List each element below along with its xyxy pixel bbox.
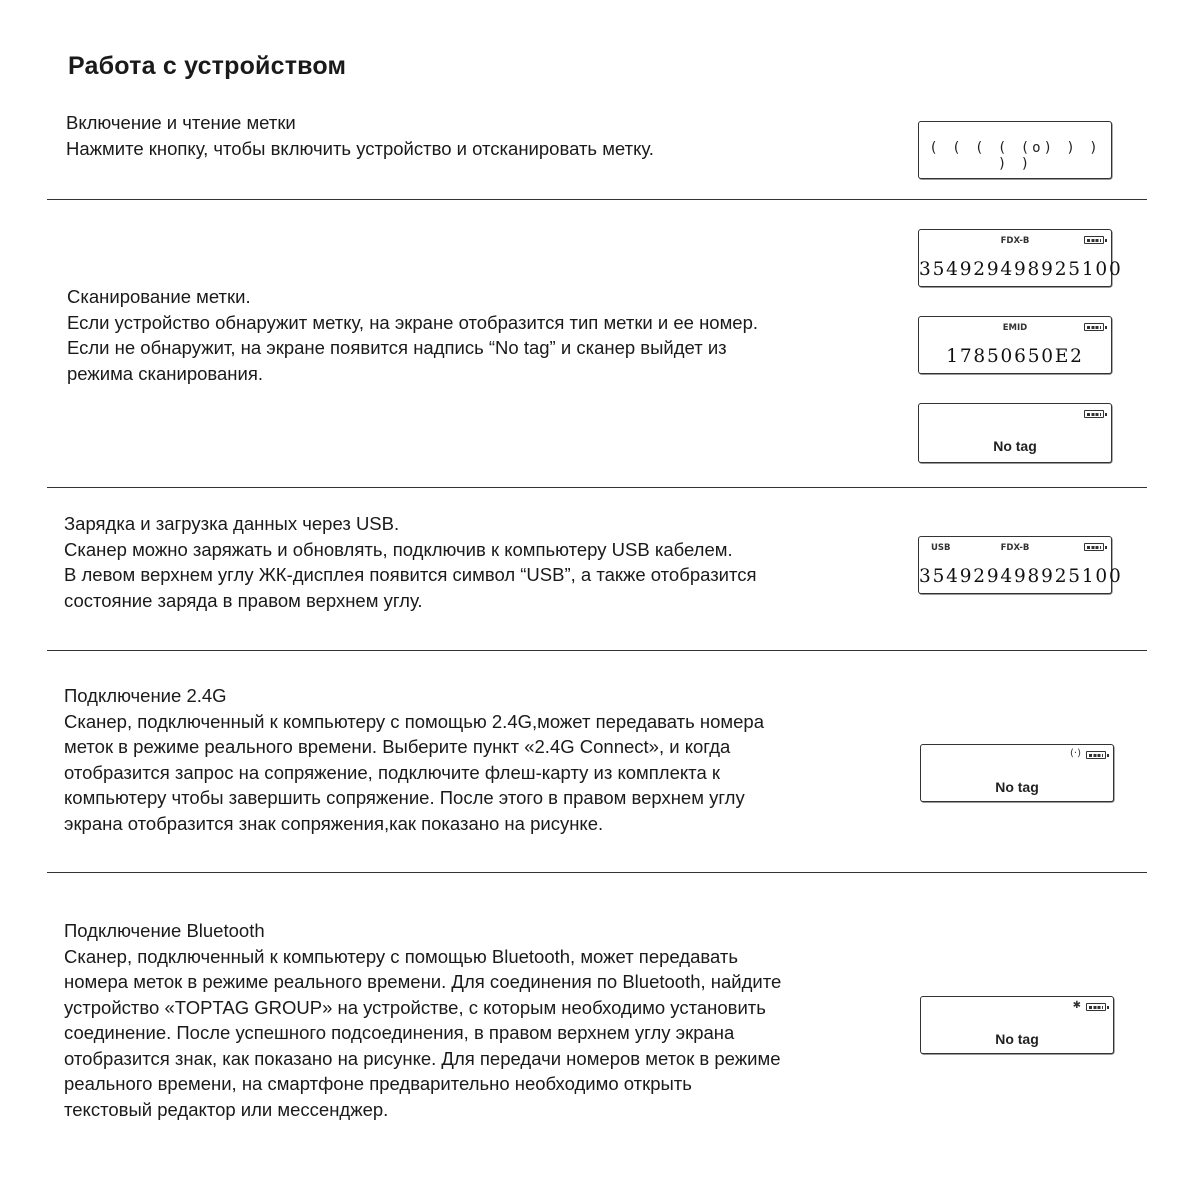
- lcd-emid-screen: [918, 316, 1112, 374]
- section-divider: [47, 199, 1147, 200]
- section-line: Если устройство обнаружит метку, на экране отобразится тип метки и ее номер.: [67, 311, 759, 333]
- section-heading: Зарядка и загрузка данных через USB.: [64, 513, 400, 534]
- lcd-2-4g-screen: [920, 744, 1114, 802]
- no-tag-message: No tag: [995, 1031, 1039, 1047]
- bluetooth-icon: ✱: [1072, 1000, 1081, 1011]
- section-heading: Включение и чтение метки: [66, 112, 296, 133]
- lcd-scanning-screen: [918, 121, 1112, 179]
- lcd-no-tag-screen: [918, 403, 1112, 463]
- section-divider: [47, 650, 1147, 651]
- section-line: Если не обнаружит, на экране появится надпись “No tag” и сканер выйдет из: [67, 337, 727, 358]
- section-line: Сканер, подключенный к компьютеру с помощью 2.4G,может передавать номера: [64, 710, 765, 732]
- section-scan-text: [67, 284, 758, 386]
- tag-type-label: EMID: [1002, 323, 1028, 333]
- section-line: В левом верхнем углу ЖК-дисплея появится символ “USB”, а также отобразится: [64, 564, 757, 585]
- battery-icon: [1084, 410, 1104, 418]
- section-line: отобразится запрос на сопряжение, подключите флеш-карту из комплекта к: [64, 761, 720, 783]
- section-line: Сканер можно заряжать и обновлять, подключив к компьютеру USB кабелем.: [64, 538, 733, 560]
- section-line: отобразится знак, как показано на рисунке. Для передачи номеров меток в режиме: [64, 1047, 781, 1069]
- no-tag-message: No tag: [995, 779, 1039, 795]
- battery-icon: [1086, 751, 1106, 759]
- scan-waves-indicator: ( ( ( ( (o) ) ) ) ): [929, 140, 1101, 172]
- section-line: устройство «TOPTAG GROUP» на устройстве, с которым необходимо установить: [64, 996, 766, 1018]
- lcd-fdxb-screen: [918, 229, 1123, 287]
- battery-icon: [1084, 236, 1104, 244]
- section-line: компьютеру чтобы завершить сопряжение. После этого в правом верхнем углу: [64, 787, 745, 808]
- section-heading: Подключение Bluetooth: [64, 920, 265, 941]
- tag-number: 354929498925100: [919, 259, 1123, 280]
- battery-icon: [1086, 1003, 1106, 1011]
- battery-icon: [1084, 543, 1104, 551]
- section-2-4g-text: [64, 683, 764, 836]
- tag-number: 17850650E2: [946, 346, 1084, 367]
- section-usb-text: [64, 511, 757, 613]
- battery-icon: [1084, 323, 1104, 331]
- lcd-usb-screen: [918, 536, 1123, 594]
- section-line: Сканер, подключенный к компьютеру с помощью Bluetooth, может передавать: [64, 945, 738, 967]
- usb-indicator: USB: [931, 543, 951, 553]
- section-heading: Сканирование метки.: [67, 286, 251, 307]
- section-divider: [47, 872, 1147, 873]
- section-line: режима сканирования.: [67, 362, 264, 384]
- section-line: соединение. После успешного подсоединения, в правом верхнем углу экрана: [64, 1022, 735, 1043]
- section-line: состояние заряда в правом верхнем углу.: [64, 589, 423, 611]
- section-line: экрана отобразится знак сопряжения,как показано на рисунке.: [64, 812, 604, 834]
- section-line: меток в режиме реального времени. Выберите пункт «2.4G Connect», и когда: [64, 736, 731, 757]
- no-tag-message: No tag: [993, 438, 1037, 454]
- tag-type-label: FDX-B: [1000, 236, 1030, 246]
- section-heading: Подключение 2.4G: [64, 685, 227, 706]
- section-power-text: [66, 110, 654, 161]
- lcd-bluetooth-screen: [920, 996, 1114, 1054]
- page-title: Работа с устройством: [68, 52, 347, 80]
- section-line: номера меток в режиме реального времени. Для соединения по Bluetooth, найдите: [64, 971, 782, 992]
- section-line: реального времени, на смартфоне предварительно необходимо открыть: [64, 1073, 692, 1094]
- wireless-2-4g-icon: (·): [1070, 748, 1081, 759]
- section-line: Нажмите кнопку, чтобы включить устройство и отсканировать метку.: [66, 137, 654, 159]
- tag-number: 354929498925100: [919, 566, 1123, 587]
- section-line: текстовый редактор или мессенджер.: [64, 1098, 389, 1120]
- section-bluetooth-text: [64, 918, 781, 1122]
- tag-type-label: FDX-B: [1000, 543, 1030, 553]
- section-divider: [47, 487, 1147, 488]
